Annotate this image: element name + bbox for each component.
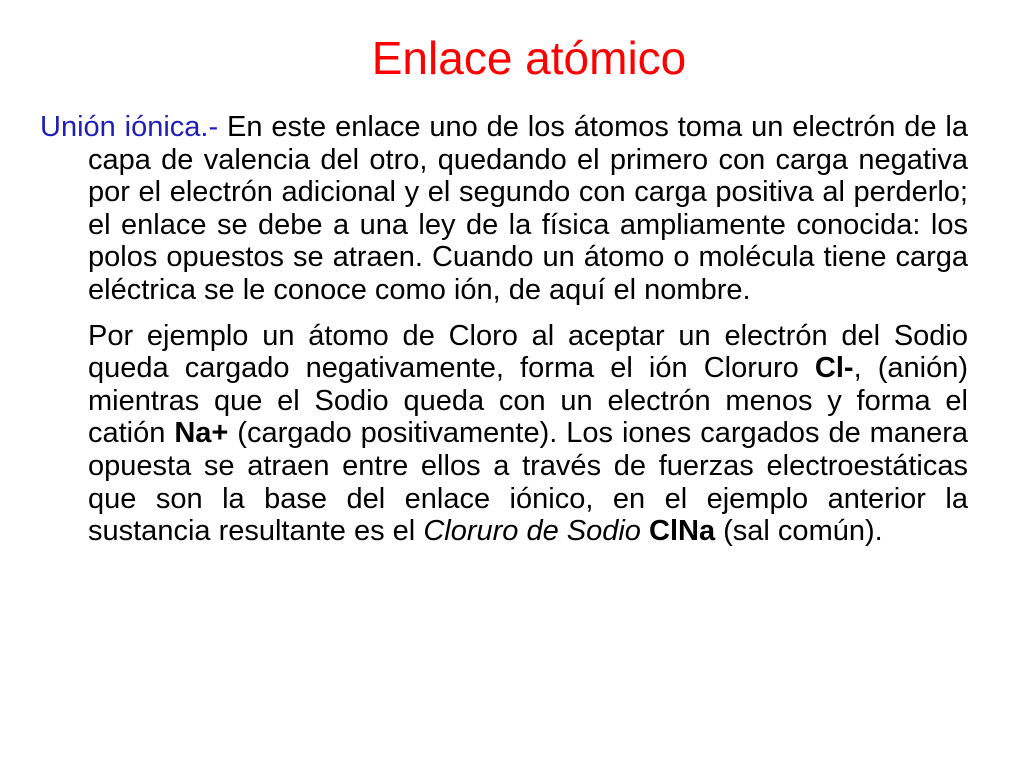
slide-title: Enlace atómico: [371, 32, 687, 84]
example-text-1: Por ejemplo un átomo de Cloro al aceptar un electrón del Sodio queda cargado negativamente, forma el ión Cloruro: [88, 319, 968, 385]
cation-formula: Na+: [174, 417, 229, 450]
paragraph-ionic-bond: [40, 111, 968, 307]
slide-body: [40, 111, 968, 548]
compound-formula: ClNa: [649, 515, 716, 548]
paragraph-lead: Unión iónica.-: [40, 111, 219, 143]
compound-name: Cloruro de Sodio: [423, 515, 641, 548]
example-text-2: , (anión) mientras que el Sodio queda con un electrón menos y forma el catión: [88, 352, 969, 450]
anion-formula: Cl-: [814, 352, 854, 385]
example-text-3: (cargado positivamente). Los iones cargados de manera opuesta se atraen entre ellos a través de fuerzas electroestáticas que son la base del enlace iónico, en el ejemplo anterior la sustancia resultante es el: [88, 417, 968, 548]
example-text-5: (sal común).: [715, 515, 883, 548]
paragraph-example: [40, 320, 968, 548]
paragraph-text: En este enlace uno de los átomos toma un electrón de la capa de valencia del otro, quedando el primero con carga negativa por el electrón adicional y el segundo con carga positiva al perderlo; el enlace se debe a una ley de la física ampliamente conocida: los polos opuestos se atraen. Cuando un átomo o molécula tiene carga eléctrica se le conoce como ión, de aquí el nombre.: [88, 111, 968, 306]
example-text-4: [641, 515, 649, 547]
